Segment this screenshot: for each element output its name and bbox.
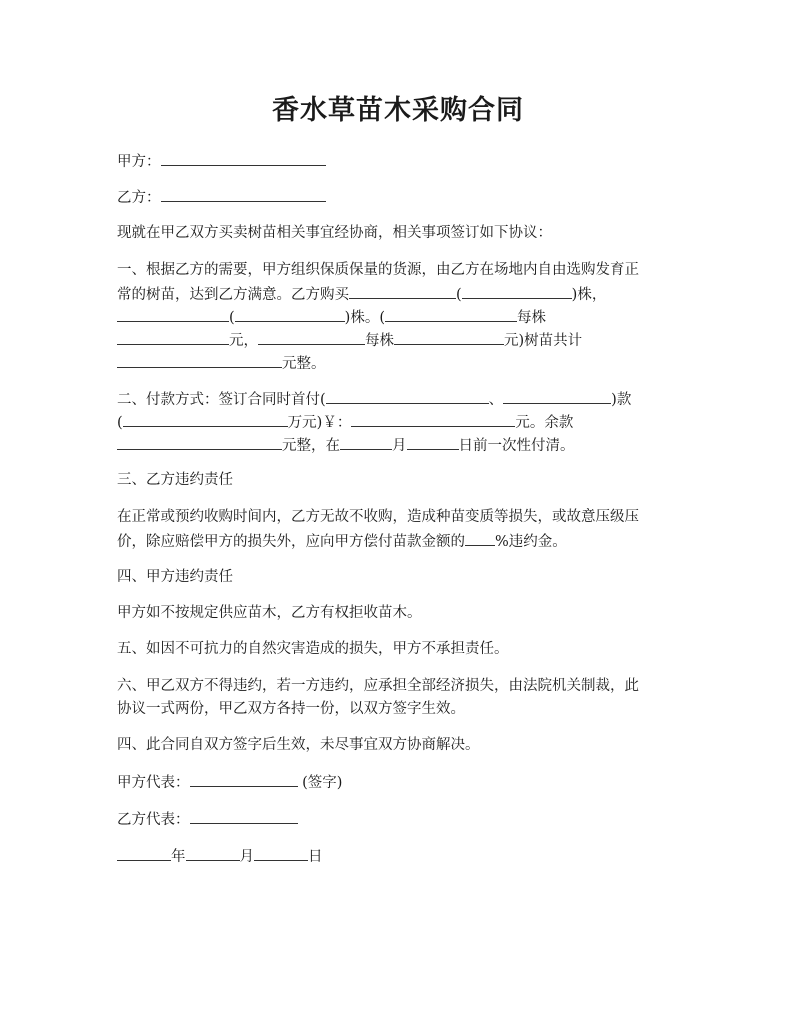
blank [407, 432, 459, 450]
section3-heading: 三、乙方违约责任 [117, 472, 233, 488]
clause2-text: )款 [611, 392, 632, 408]
section6-text-2: 协议一式两份，甲乙双方各持一份，以双方签字生效。 [117, 701, 465, 717]
clause2-text: 月 [392, 438, 407, 454]
rep-a-line [117, 769, 687, 795]
intro-text: 现就在甲乙双方买卖树苗相关事宜经协商，相关事项签订如下协议： [117, 225, 552, 241]
section5-text: 五、如因不可抗力的自然灾害造成的损失，甲方不承担责任。 [117, 641, 509, 657]
clause1-text: 每株 [365, 333, 394, 349]
party-a-blank [161, 148, 326, 166]
blank [117, 350, 282, 368]
clause1-text: 每株 [517, 310, 546, 326]
clause2-text: 二、付款方式：签订合同时首付( [117, 392, 326, 408]
date-month-label: 月 [239, 849, 254, 865]
rep-a-sign: (签字) [302, 775, 343, 791]
month-blank [186, 843, 240, 861]
clause1-text: 常的树苗，达到乙方满意。乙方购买 [117, 287, 349, 303]
date-year-label: 年 [171, 849, 186, 865]
clause1-line5 [117, 350, 687, 376]
section3-text: %违约金。 [495, 534, 567, 550]
blank [340, 432, 392, 450]
party-b-line [117, 184, 687, 210]
blank [258, 327, 365, 345]
party-a-line [117, 148, 687, 174]
blank [349, 281, 456, 299]
section4-heading: 四、甲方违约责任 [117, 569, 233, 585]
clause2-line3 [117, 432, 687, 458]
blank [123, 409, 288, 427]
clause1-text: 元， [229, 333, 258, 349]
blank [462, 281, 572, 299]
clause2-text: 日前一次性付清。 [458, 438, 575, 454]
section6-text-1: 六、甲乙双方不得违约，若一方违约，应承担全部经济损失，由法院机关制裁，此 [117, 678, 639, 694]
date-day-label: 日 [308, 849, 323, 865]
section3-text-1: 在正常或预约收购时间内，乙方无故不收购，造成种苗变质等损失，或故意压级压 [117, 509, 639, 525]
blank [394, 327, 504, 345]
section4-text: 甲方如不按规定供应苗木，乙方有权拒收苗木。 [117, 605, 422, 621]
section3-text-2 [117, 528, 687, 554]
rep-a-label: 甲方代表： [117, 775, 190, 791]
clause2-text: ( [117, 415, 123, 431]
clause2-text: 万元)￥： [287, 415, 352, 431]
blank [351, 409, 515, 427]
blank [117, 327, 229, 345]
rep-b-line [117, 806, 687, 832]
party-a-label: 甲方： [117, 154, 161, 170]
blank [503, 386, 611, 404]
clause1-text: )株， [571, 287, 607, 303]
clause2-text: 、 [488, 392, 504, 408]
section3-text: 价，除应赔偿甲方的损失外，应向甲方偿付苗款金额的 [117, 534, 465, 550]
clause2-text: 元整，在 [282, 438, 340, 454]
blank [117, 304, 229, 322]
blank [385, 304, 517, 322]
clause1-text: ( [229, 310, 235, 326]
blank [465, 528, 495, 546]
clause1-text: 元整。 [282, 356, 326, 372]
clause2-text: 元。余款 [515, 415, 574, 431]
document-title: 香水草苗木采购合同 [272, 95, 524, 126]
party-b-label: 乙方： [117, 190, 161, 206]
clause1-text: )株。( [344, 310, 385, 326]
clause1-text: ( [456, 287, 462, 303]
clause1-text: 元)树苗共计 [504, 333, 583, 349]
date-line [117, 843, 687, 869]
rep-b-blank [190, 806, 298, 824]
section7-text: 四、此合同自双方签字后生效，未尽事宜双方协商解决。 [117, 737, 480, 753]
blank [326, 386, 489, 404]
clause1-line1: 一、根据乙方的需要，甲方组织保质保量的货源，由乙方在场地内自由选购发育正 [117, 262, 639, 278]
blank [235, 304, 345, 322]
rep-a-blank [190, 769, 298, 787]
party-b-blank [161, 184, 326, 202]
rep-b-label: 乙方代表： [117, 812, 190, 828]
blank [117, 432, 282, 450]
day-blank [254, 843, 308, 861]
year-blank [117, 843, 171, 861]
